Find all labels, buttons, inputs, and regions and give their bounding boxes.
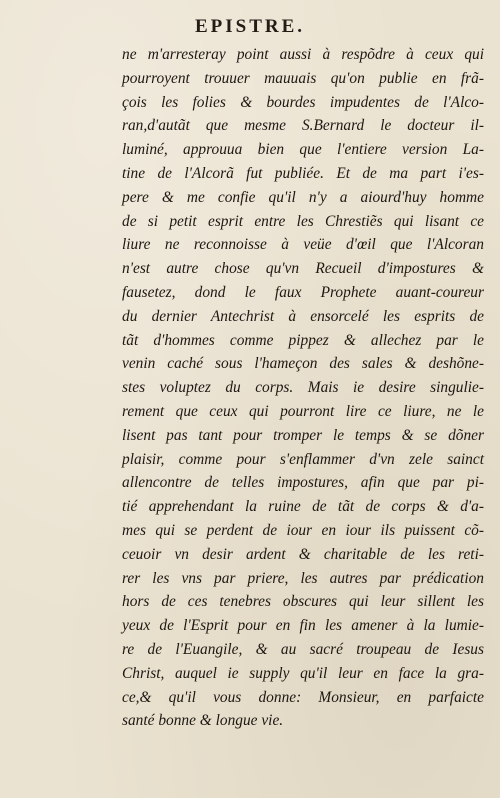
text-line: pourroyent trouuer mauuais qu'on publie en frã- <box>122 69 484 87</box>
text-line: hors de ces tenebres obscures qui leur sillent les <box>122 593 484 611</box>
text-line: yeux de l'Esprit pour en fin les amener à la lumie- <box>122 617 484 635</box>
text-line: du dernier Antechrist à ensorcelé les esprits de <box>122 307 484 325</box>
text-line: rement que ceux qui pourront lire ce liure, ne le <box>122 402 484 420</box>
text-line: de si petit esprit entre les Chrestiẽs qui lisant ce <box>122 212 484 230</box>
text-line: çois les folies & bourdes impudentes de l'Alco- <box>122 93 484 111</box>
text-line: tãt d'hommes comme pippez & allechez par le <box>122 331 484 349</box>
text-line: ceuoir vn desir ardent & charitable de les reti- <box>122 545 484 563</box>
text-line: plaisir, comme pour s'enflammer d'vn zele sainct <box>122 450 484 468</box>
text-line: ce,& qu'il vous donne: Monsieur, en parfaicte <box>122 688 484 706</box>
text-line: allencontre de telles impostures, afin que par pi- <box>122 474 484 492</box>
running-head: EPISTRE. <box>194 16 306 37</box>
text-line: stes voluptez du corps. Mais ie desire singulie- <box>122 379 484 397</box>
text-line: liure ne reconnoisse à veüe d'œil que l'Alcoran <box>122 236 484 254</box>
text-line: pere & me confie qu'il n'y a aiourd'huy homme <box>122 188 484 206</box>
text-line: re de l'Euangile, & au sacré troupeau de Iesus <box>122 640 484 658</box>
text-line: lisent pas tant pour tromper le temps & se dõner <box>122 426 484 444</box>
text-line: rer les vns par priere, les autres par prédication <box>122 569 484 587</box>
text-line-last: santé bonne & longue vie. <box>122 712 284 730</box>
text-line: Christ, auquel ie supply qu'il leur en face la gra- <box>122 664 484 682</box>
body-text <box>122 43 484 733</box>
text-line: mes qui se perdent de iour en iour ils puissent cõ- <box>122 521 484 539</box>
text-line: fausetez, dond le faux Prophete auant-coureur <box>122 283 484 301</box>
text-line: ne m'arresteray point aussi à respõdre à ceux qui <box>122 46 484 63</box>
text-line: tié apprehendant la ruine de tãt de corps & d'a- <box>122 498 484 516</box>
text-line: venin caché sous l'hameçon des sales & deshõne- <box>122 355 484 373</box>
text-line: n'est autre chose qu'vn Recueil d'impostures & <box>122 260 484 278</box>
text-line: ran,d'autãt que mesme S.Bernard le docteur il- <box>122 117 484 135</box>
text-line: luminé, approuua bien que l'entiere version La- <box>122 141 484 159</box>
text-line: tine de l'Alcorã fut publiée. Et de ma part i'es- <box>122 164 484 182</box>
